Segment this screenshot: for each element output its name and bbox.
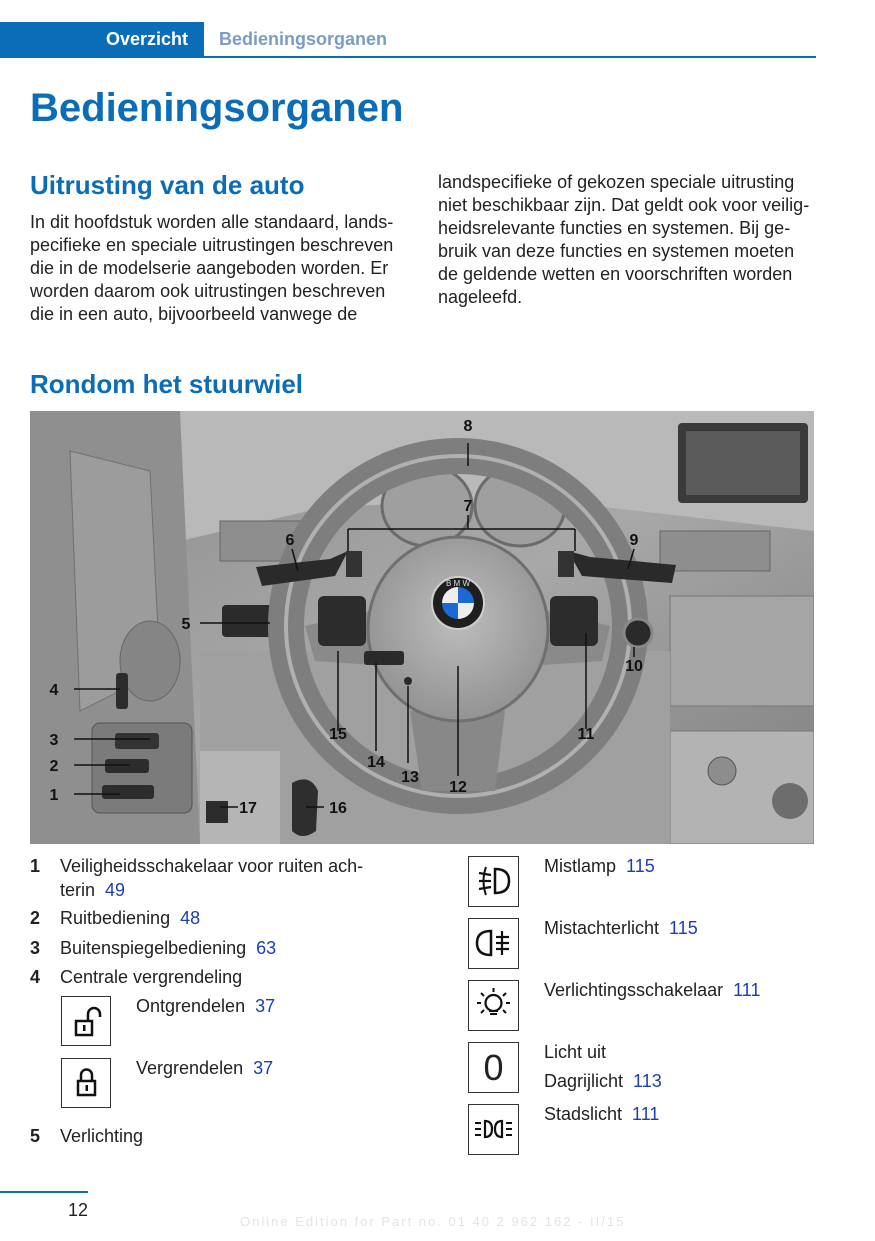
legend-label: Centrale vergrendeling bbox=[60, 967, 243, 987]
lock-label: Vergrendelen 37 bbox=[136, 1058, 274, 1078]
callout-14: 14 bbox=[367, 754, 385, 771]
rear-fog-light-label: Mistachterlicht 115 bbox=[544, 918, 698, 938]
footer-divider bbox=[0, 1191, 88, 1193]
page-number: 12 bbox=[68, 1200, 89, 1220]
page-reference-link[interactable]: 111 bbox=[733, 980, 761, 1000]
page-title: Bedieningsorganen bbox=[30, 86, 404, 130]
text-line: pecifieke en speciale uitrustingen beschreven bbox=[30, 235, 394, 255]
text-line: landspecifieke of gekozen speciale uitrusting bbox=[438, 172, 795, 192]
callout-9: 9 bbox=[629, 532, 639, 549]
text-line: In dit hoofdstuk worden alle standaard, lands- bbox=[30, 212, 394, 232]
tab-bar bbox=[0, 22, 816, 58]
intro-column-left bbox=[30, 211, 410, 326]
legend-number: 3 bbox=[30, 938, 41, 958]
page-reference-link[interactable]: 113 bbox=[633, 1071, 662, 1091]
legend-number: 5 bbox=[30, 1126, 41, 1146]
text-line: bruik van deze functies en systemen moeten bbox=[438, 241, 795, 261]
light-switch-icon bbox=[468, 980, 519, 1031]
page-reference-link[interactable]: 49 bbox=[105, 880, 126, 900]
callout-17: 17 bbox=[239, 800, 257, 817]
page-reference-link[interactable]: 37 bbox=[255, 996, 276, 1016]
unlock-icon bbox=[61, 996, 111, 1046]
page-reference-link[interactable]: 115 bbox=[626, 856, 655, 876]
page-reference-link[interactable]: 111 bbox=[632, 1104, 660, 1124]
unlock-label: Ontgrendelen 37 bbox=[136, 996, 276, 1016]
legend-label: Ruitbediening bbox=[60, 908, 171, 928]
page-reference-link[interactable]: 37 bbox=[253, 1058, 274, 1078]
legend-label: Buitenspiegelbediening bbox=[60, 938, 247, 958]
legend-number: 2 bbox=[30, 908, 41, 928]
zero-position-icon: 0 bbox=[468, 1042, 519, 1093]
callout-2: 2 bbox=[49, 758, 59, 775]
front-fog-light-label: Mistlamp 115 bbox=[544, 856, 655, 876]
legend-text bbox=[60, 854, 390, 902]
page-reference-link[interactable]: 48 bbox=[180, 908, 201, 928]
tab-overzicht[interactable]: Overzicht bbox=[0, 22, 204, 56]
callout-10: 10 bbox=[625, 658, 643, 675]
callout-4: 4 bbox=[49, 682, 59, 699]
page-reference-link[interactable]: 63 bbox=[256, 938, 277, 958]
callout-16: 16 bbox=[329, 800, 347, 817]
callout-13: 13 bbox=[401, 769, 419, 786]
section-heading-stuurwiel: Rondom het stuurwiel bbox=[30, 369, 303, 399]
front-fog-light-icon bbox=[468, 856, 519, 907]
callout-11: 11 bbox=[577, 726, 595, 743]
text-line: heidsrelevante functies en systemen. Bij ge- bbox=[438, 218, 791, 238]
page-reference-link[interactable]: 115 bbox=[669, 918, 698, 938]
callout-12: 12 bbox=[449, 779, 467, 796]
parking-light-icon bbox=[468, 1104, 519, 1155]
bmw-logo-text: B M W bbox=[446, 579, 470, 588]
steering-wheel-illustration bbox=[30, 411, 814, 844]
text-line: nageleefd. bbox=[438, 287, 523, 307]
tab-bedieningsorganen[interactable]: Bedieningsorganen bbox=[219, 29, 388, 49]
parking-light-label: Stadslicht 111 bbox=[544, 1104, 660, 1124]
callout-6: 6 bbox=[285, 532, 295, 549]
lock-icon bbox=[61, 1058, 111, 1108]
lights-off-label: Licht uit bbox=[544, 1042, 607, 1062]
callout-3: 3 bbox=[49, 732, 59, 749]
intro-column-right bbox=[438, 171, 818, 309]
text-line: worden daarom ook uitrustingen beschreven bbox=[30, 281, 386, 301]
legend-label: Verlichting bbox=[60, 1126, 144, 1146]
daytime-light-label: Dagrijlicht 113 bbox=[544, 1071, 662, 1091]
text-line: de geldende wetten en voorschriften worden bbox=[438, 264, 793, 284]
legend-number: 1 bbox=[30, 856, 41, 876]
section-heading-uitrusting: Uitrusting van de auto bbox=[30, 170, 305, 200]
callout-7: 7 bbox=[463, 498, 473, 515]
footer-watermark: Online Edition for Part no. 01 40 2 962 162 - II/15 bbox=[240, 1214, 626, 1229]
legend-label-cont: terin bbox=[60, 880, 96, 900]
legend-label: Veiligheidsschakelaar voor ruiten ach- bbox=[60, 856, 364, 876]
text-line: niet beschikbaar zijn. Dat geldt ook voor veilig- bbox=[438, 195, 810, 215]
text-line: die in de modelserie aangeboden worden. Er bbox=[30, 258, 389, 278]
callout-5: 5 bbox=[181, 616, 191, 633]
legend-number: 4 bbox=[30, 967, 41, 987]
callout-8: 8 bbox=[463, 418, 473, 435]
callout-15: 15 bbox=[329, 726, 347, 743]
rear-fog-light-icon bbox=[468, 918, 519, 969]
text-line: die in een auto, bijvoorbeeld vanwege de bbox=[30, 304, 358, 324]
light-switch-label: Verlichtingsschakelaar 111 bbox=[544, 980, 761, 1000]
callout-1: 1 bbox=[49, 787, 59, 804]
